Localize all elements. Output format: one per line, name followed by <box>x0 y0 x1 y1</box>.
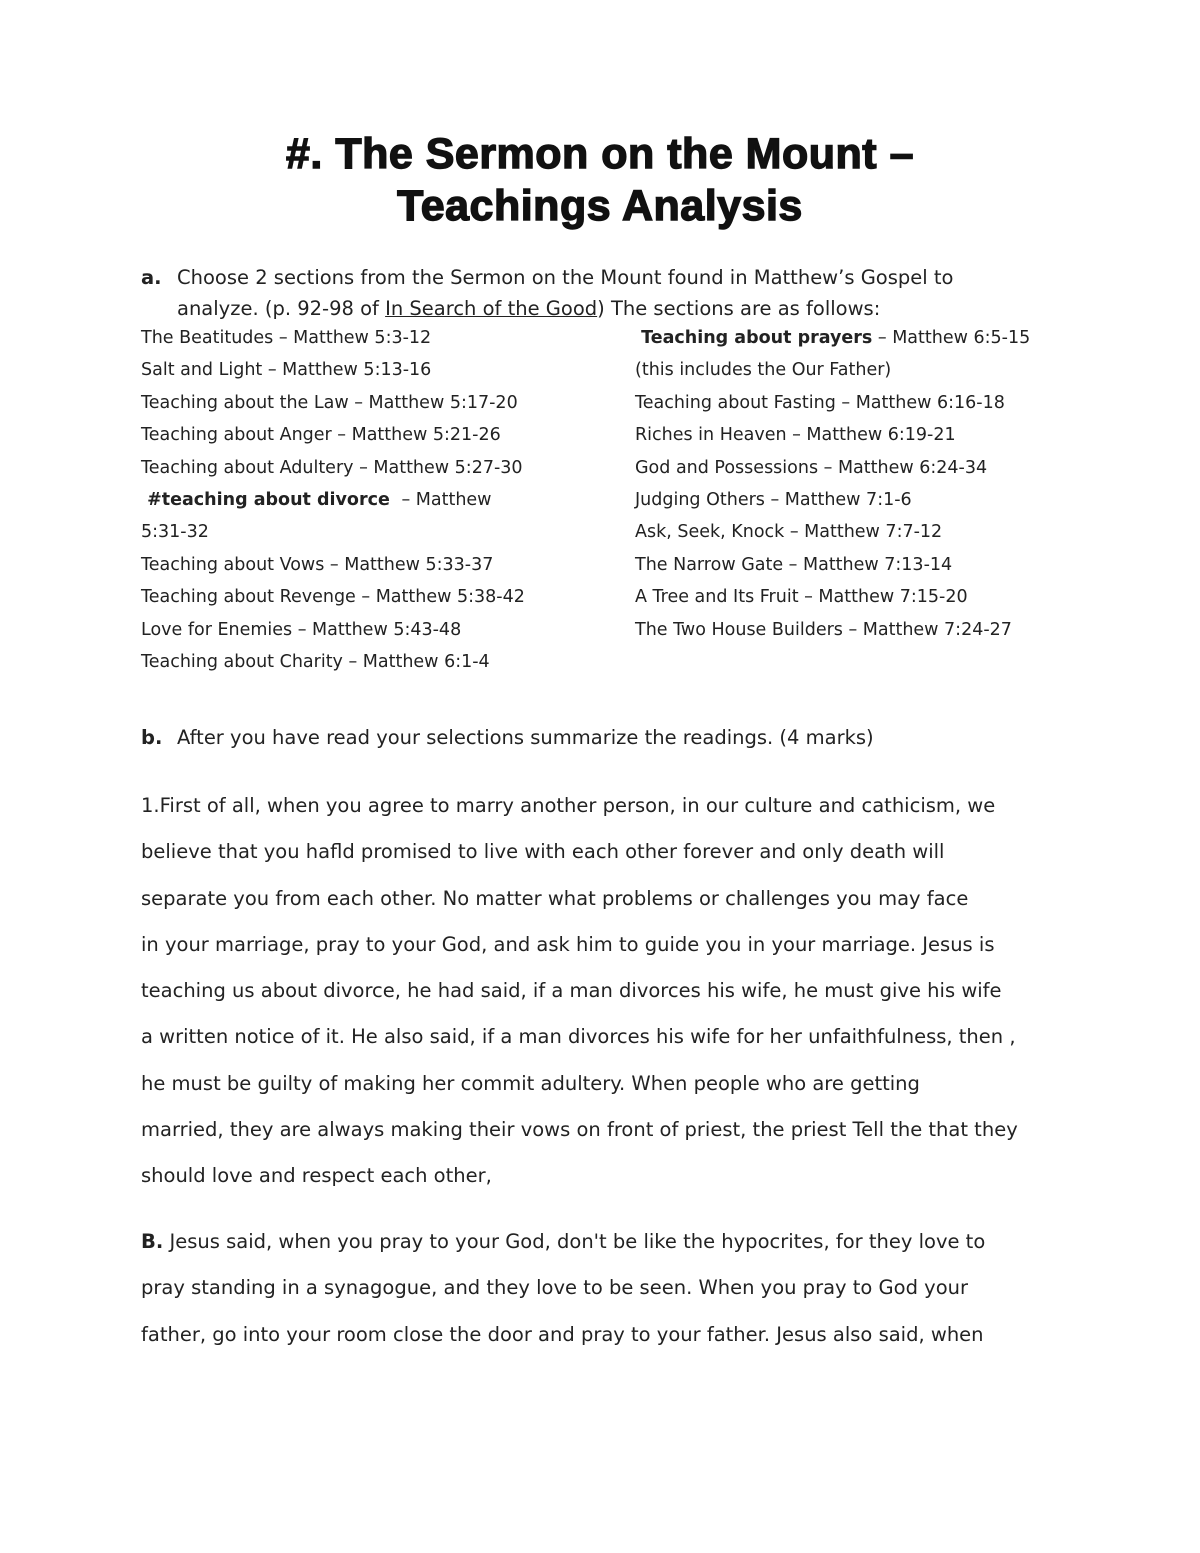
answer-line: 1.First of all, when you agree to marry another person, in our culture and cathicism, we <box>141 794 996 817</box>
answer-line: separate you from each other. No matter what problems or challenges you may face <box>141 886 969 910</box>
question-a-label: a. <box>141 266 162 289</box>
section-item: Teaching about Charity – Matthew 6:1-4 <box>141 652 490 673</box>
question-a-line-1 <box>141 262 1081 293</box>
answer-line: pray standing in a synagogue, and they love to be seen. When you pray to God your <box>141 1276 969 1300</box>
answer-line: married, they are always making their vows on front of priest, the priest Tell the that they <box>141 1118 1018 1142</box>
answer-line: in your marriage, pray to your God, and ask him to guide you in your marriage. Jesus is <box>141 932 995 956</box>
question-a-text-1: Choose 2 sections from the Sermon on the Mount found in Matthew’s Gospel to <box>177 266 954 289</box>
answer-line: he must be guilty of making her commit adultery. When people who are getting <box>141 1071 920 1095</box>
section-item: Teaching about the Law – Matthew 5:17-20 <box>141 392 518 413</box>
answer-line: teaching us about divorce, he had said, if a man divorces his wife, he must give his wife <box>141 979 1002 1003</box>
answer-line: B. Jesus said, when you pray to your God, don't be like the hypocrites, for they love to <box>141 1230 986 1253</box>
answer-line: father, go into your room close the door and pray to your father. Jesus also said, when <box>141 1322 984 1346</box>
page-title <box>150 128 1050 232</box>
title-line-2: Teachings Analysis <box>397 182 803 230</box>
answer-paragraph-2 <box>141 1219 1061 1358</box>
question-b-label: b. <box>141 726 163 749</box>
question-a-text-2-pre: analyze. (p. 92-98 of <box>177 297 386 320</box>
section-item: Teaching about prayers – Matthew 6:5-15 <box>635 328 1031 348</box>
section-item: God and Possessions – Matthew 6:24-34 <box>635 457 988 478</box>
section-item: Love for Enemies – Matthew 5:43-48 <box>141 619 462 640</box>
section-item: The Narrow Gate – Matthew 7:13-14 <box>635 554 953 575</box>
section-item: Teaching about Vows – Matthew 5:33-37 <box>141 554 494 575</box>
title-line-1: #. The Sermon on the Mount – <box>286 130 914 178</box>
section-item: Teaching about Adultery – Matthew 5:27-30 <box>141 457 523 478</box>
section-item: Teaching about Fasting – Matthew 6:16-18 <box>635 392 1005 413</box>
question-a-line-2 <box>141 293 1081 324</box>
section-item: Judging Others – Matthew 7:1-6 <box>635 490 912 511</box>
answer-line: a written notice of it. He also said, if a man divorces his wife for her unfaithfulness, then , <box>141 1025 1016 1049</box>
section-item: #teaching about divorce – Matthew <box>141 490 492 511</box>
section-item: Teaching about Revenge – Matthew 5:38-42 <box>141 587 525 608</box>
section-item: The Beatitudes – Matthew 5:3-12 <box>141 328 432 348</box>
section-item: (this includes the Our Father) <box>635 360 892 381</box>
sections-left-column <box>141 322 525 678</box>
answer-paragraph-1 <box>141 783 1061 1200</box>
section-item: The Two House Builders – Matthew 7:24-27 <box>635 619 1012 640</box>
question-a-text-2-post: ) The sections are as follows: <box>597 297 881 320</box>
question-a <box>141 262 1081 324</box>
question-b-text: After you have read your selections summarize the readings. (4 marks) <box>177 726 874 749</box>
section-item: 5:31-32 <box>141 522 209 543</box>
book-title: In Search of the Good <box>385 297 598 320</box>
section-item: A Tree and Its Fruit – Matthew 7:15-20 <box>635 587 968 608</box>
answer-line: should love and respect each other, <box>141 1164 492 1188</box>
section-item: Riches in Heaven – Matthew 6:19-21 <box>635 425 956 446</box>
section-item: Teaching about Anger – Matthew 5:21-26 <box>141 425 501 446</box>
question-b <box>141 726 874 749</box>
section-item: Ask, Seek, Knock – Matthew 7:7-12 <box>635 522 943 543</box>
answer-line: believe that you hafld promised to live with each other forever and only death will <box>141 840 945 864</box>
sections-right-column <box>635 322 1030 646</box>
answer-2-label: B. <box>141 1230 164 1253</box>
section-item: Salt and Light – Matthew 5:13-16 <box>141 360 432 381</box>
